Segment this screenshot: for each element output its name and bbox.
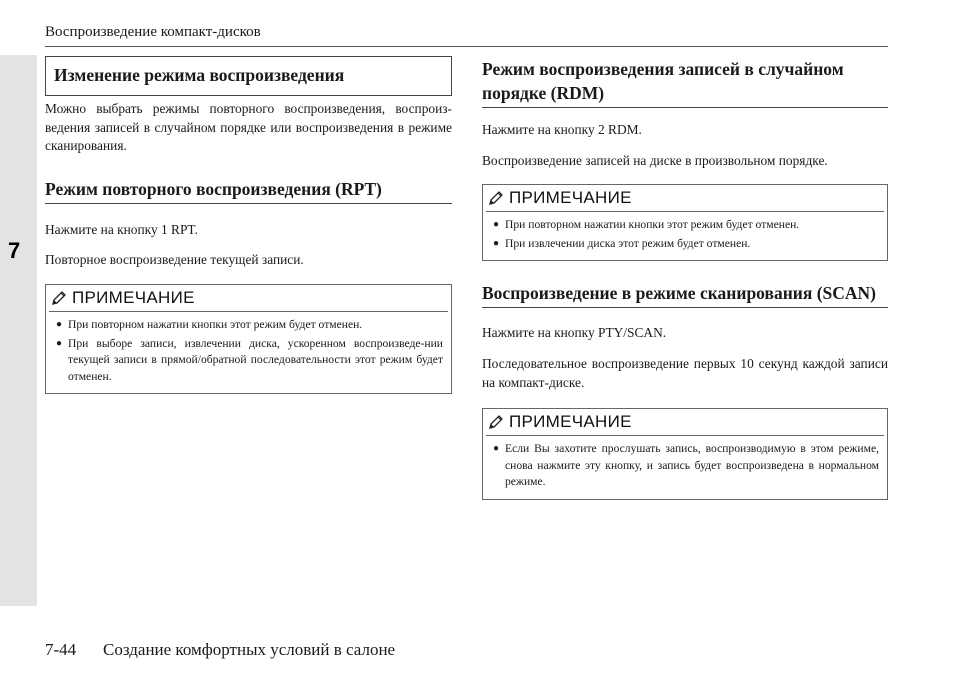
note-title: ПРИМЕЧАНИЕ [509,188,632,207]
scan-heading: Воспроизведение в режиме сканирования (SCAN) [482,281,888,308]
note-item [493,441,879,491]
header-rule [45,46,888,47]
note-text: При выборе записи, извлечении диска, ускоренном воспроизведе-нии текущей записи в прямой/обратной последовательности этот режим будет отменен. [68,336,443,383]
pencil-icon [487,189,505,207]
bullet-icon: ● [493,237,500,249]
pencil-icon [50,289,68,307]
scan-note-box [482,408,888,500]
intro-paragraph: Можно выбрать режимы повторного воспроизведения, воспроиз-ведения записей в случайном порядке или воспроизведения в режиме сканирования. [45,101,452,153]
rpt-instruction: Нажмите на кнопку 1 RPT. [45,222,198,237]
running-header: Воспроизведение компакт-дисков [45,24,261,40]
bullet-icon: ● [56,337,63,349]
page-number: 7-44 [45,640,77,659]
note-text: При повторном нажатии кнопки этот режим будет отменен. [68,318,363,331]
note-item [493,236,879,253]
footer-section-title: Создание комфортных условий в салоне [103,640,396,659]
rpt-heading: Режим повторного воспроизведения (RPT) [45,177,452,204]
note-text: При извлечении диска этот режим будет отменен. [505,236,751,250]
rdm-note-box [482,184,888,261]
note-list [483,436,887,499]
note-header [46,285,451,311]
note-text: При повторном нажатии кнопки этот режим будет отменен. [505,218,800,231]
rpt-note-box [45,284,452,394]
note-item [56,317,443,334]
scan-instruction: Нажмите на кнопку PTY/SCAN. [482,325,667,340]
scan-description: Последовательное воспроизведение первых 10 секунд каждой записи на компакт-диске. [482,356,888,390]
section-title-mode-change: Изменение режима воспроизведения [45,56,452,96]
rdm-heading: Режим воспроизведения записей в случайном порядке (RDM) [482,57,888,108]
bullet-icon: ● [56,319,63,330]
bullet-icon: ● [493,443,500,454]
bullet-icon: ● [493,219,500,230]
note-title: ПРИМЕЧАНИЕ [509,412,632,431]
note-item [56,336,443,386]
note-title: ПРИМЕЧАНИЕ [72,288,195,307]
pencil-icon [487,413,505,431]
note-text: Если Вы захотите прослушать запись, воспроизводимую в этом режиме, снова нажмите эту кнопку, и запись будет воспроизведена в нормальном режиме. [505,442,879,488]
note-list [46,312,451,393]
chapter-side-tab [0,55,37,606]
note-header [483,409,887,435]
chapter-number: 7 [8,238,21,263]
rpt-description: Повторное воспроизведение текущей записи. [45,252,304,267]
note-list [483,212,887,260]
rdm-instruction: Нажмите на кнопку 2 RDM. [482,122,642,137]
note-item [493,217,879,234]
rdm-description: Воспроизведение записей на диске в произвольном порядке. [482,153,828,168]
note-header [483,185,887,211]
